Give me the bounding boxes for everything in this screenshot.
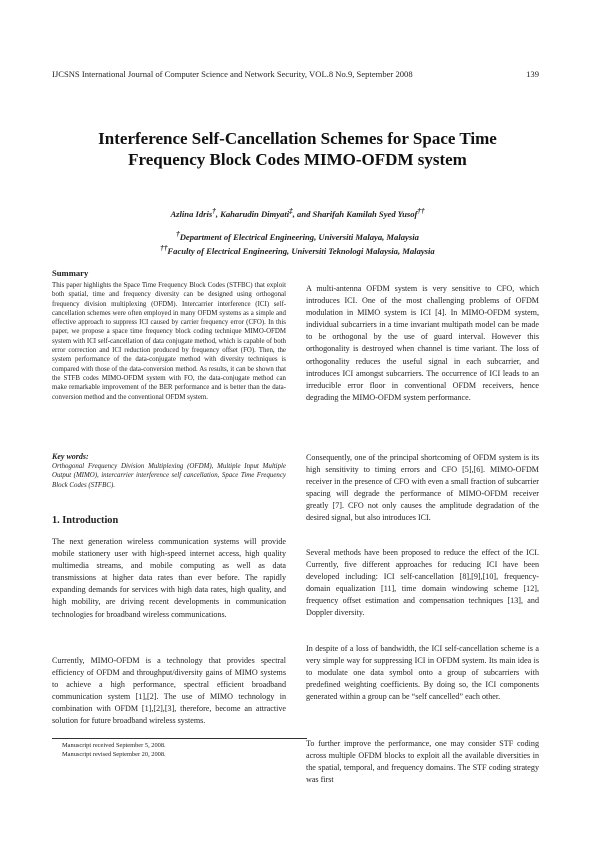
keywords-text: Orthogonal Frequency Division Multiplexing (OFDM), Multiple Input Multiple Output (MIMO), intercarrier interference self cancellation, Space Time Frequency Block Codes (STFBC). [52,463,286,489]
author-list [40,207,555,219]
right-paragraph-3 [306,547,539,620]
right-paragraph-1-text: A multi-antenna OFDM system is very sensitive to CFO, which introduces ICI. One of the most challenging problems of OFDM modulation in MIMO system is ICI [4]. In MIMO-OFDM system, individual subcarriers in a time invariant multipath model can be made to be orthogonal by the use of guard interval. However this orthogonality is destroyed when channel is time variant. The loss of orthogonality reduces the useful signal in each subcarrier, and introduces ICI amongst subcarriers. The occurrence of ICI leads to an irreducible error floor in conventional OFDM receivers, hence degrading the MIMO-OFDM system performance. [306,284,539,402]
affiliation-1-text: Department of Electrical Engineering, Universiti Malaya, Malaysia [179,231,419,242]
keywords-heading: Key words: [52,452,89,461]
author-3-mark: †† [417,207,425,215]
right-paragraph-4-text: In despite of a loss of bandwidth, the ICI self-cancellation scheme is a very simple way for suppressing ICI in OFDM system. Its main idea is to modulate one data symbol onto a group of subcarriers with predefined weighting coefficients. By doing so, the ICI components generated within a group can be “self cancelled” each other. [306,644,539,702]
author-2-mark: ‡ [289,207,293,215]
footnote-received: Manuscript received September 5, 2008. [62,742,166,749]
footnote-rule [52,738,307,739]
abstract-heading: Summary [52,268,89,278]
affiliation-2-text: Faculty of Electrical Engineering, Universiti Teknologi Malaysia, Malaysia [167,246,435,257]
right-paragraph-1 [306,283,539,404]
right-paragraph-5-text: To further improve the performance, one may consider STF coding across multiple OFDM blocks to exploit all the available diversities in the spatial, temporal, and frequency domains. The STF coding strategy was first [306,739,539,785]
journal-name: IJCSNS International Journal of Computer Science and Network Security, VOL.8 No.9, September 2008 [52,69,413,79]
right-paragraph-2 [306,452,539,525]
footnote-revised: Manuscript revised September 20, 2008. [62,751,166,758]
right-paragraph-3-text: Several methods have been proposed to reduce the effect of the ICI. Currently, five different approaches for reducing ICI have been developed including: ICI self-cancellation [8],[9],[10], frequency-domain equalization [11], time domain windowing scheme [12], frequency offset estimation and compensation techniques [13], and Doppler diversity. [306,548,539,618]
abstract-text: This paper highlights the Space Time Frequency Block Codes (STFBC) that exploit both spatial, time and frequency diversity can be designed using orthogonal frequency division multiplexing (OFDM). Intercarrier interference (ICI) self-cancellation schemes were often employed in many OFDM systems as a simple and effective approach to suppress ICI caused by carrier frequency error (CFO). In this paper, we propose a space time frequency block coding technique MIMO-OFDM system with ICI self-cancellation of data conjugate method, which is capable of both error correction and ICI reduction produced by frequency offset (FO). Then, the system performance of the data-conjugate method with diversity techniques is compared with those of the data-conversion method. As results, it can be shown that the STFB codes MIMO-OFDM system with FO, the data-conjugate method can make remarkable improvement of the BER performance and is better than the data-conversion method and the conventional OFDM system. [52,282,286,401]
author-3: Sharifah Kamilah Syed Yusof [312,208,418,219]
intro-paragraph-2-text: Currently, MIMO-OFDM is a technology that provides spectral efficiency of OFDM and throughput/diversity gains of MIMO systems to achieve a high performance, spectral efficient broadband communication system [1],[2]. The use of MIMO technology in combination with OFDM [1],[2],[3], therefore, become an attractive solution for future broadband wireless systems. [52,656,286,726]
affiliations [40,229,555,258]
affiliation-1 [40,229,555,243]
abstract-body [52,281,286,402]
author-1: Azlina Idris [170,208,213,219]
right-paragraph-5 [306,738,539,786]
author-separator-2: , and [292,208,313,219]
author-2: Kaharudin Dimyati [220,208,290,219]
affiliation-2 [40,243,555,257]
intro-paragraph-1-text: The next generation wireless communication systems will provide mobile stationery user with high-speed internet access, high quality multimedia streams, and mobile computing as well as data transmissions at higher data rates than ever before. The rapidly expanding demands for services with high data rates, high quality, and high mobility, are driving recent developments in communication technologies for broadband wireless communications. [52,537,286,619]
title-line-2: Frequency Block Codes MIMO-OFDM system [128,150,467,169]
page-number: 139 [526,69,539,79]
paper-title [40,128,555,170]
right-paragraph-2-text: Consequently, one of the principal shortcoming of OFDM system is its high sensitivity to timing errors and CFO [5],[6]. MIMO-OFDM receiver in the presence of CFO with even a small fraction of subcarrier spacing will degrade the performance of MIMO-OFDM receiver greatly [7]. CFO not only causes the amplitude degradation of the desired signal, but also introduces ICI. [306,453,539,523]
section-heading-introduction: 1. Introduction [52,515,119,526]
author-1-mark: † [212,207,216,215]
affiliation-2-mark: †† [160,244,168,253]
author-separator-1: , [215,208,221,219]
right-paragraph-4 [306,643,539,703]
title-line-1: Interference Self-Cancellation Schemes for Space Time [98,129,497,148]
intro-paragraph-1 [52,536,286,621]
running-header [52,69,539,79]
keywords-body [52,462,286,490]
intro-paragraph-2 [52,655,286,728]
affiliation-1-mark: † [176,230,180,238]
